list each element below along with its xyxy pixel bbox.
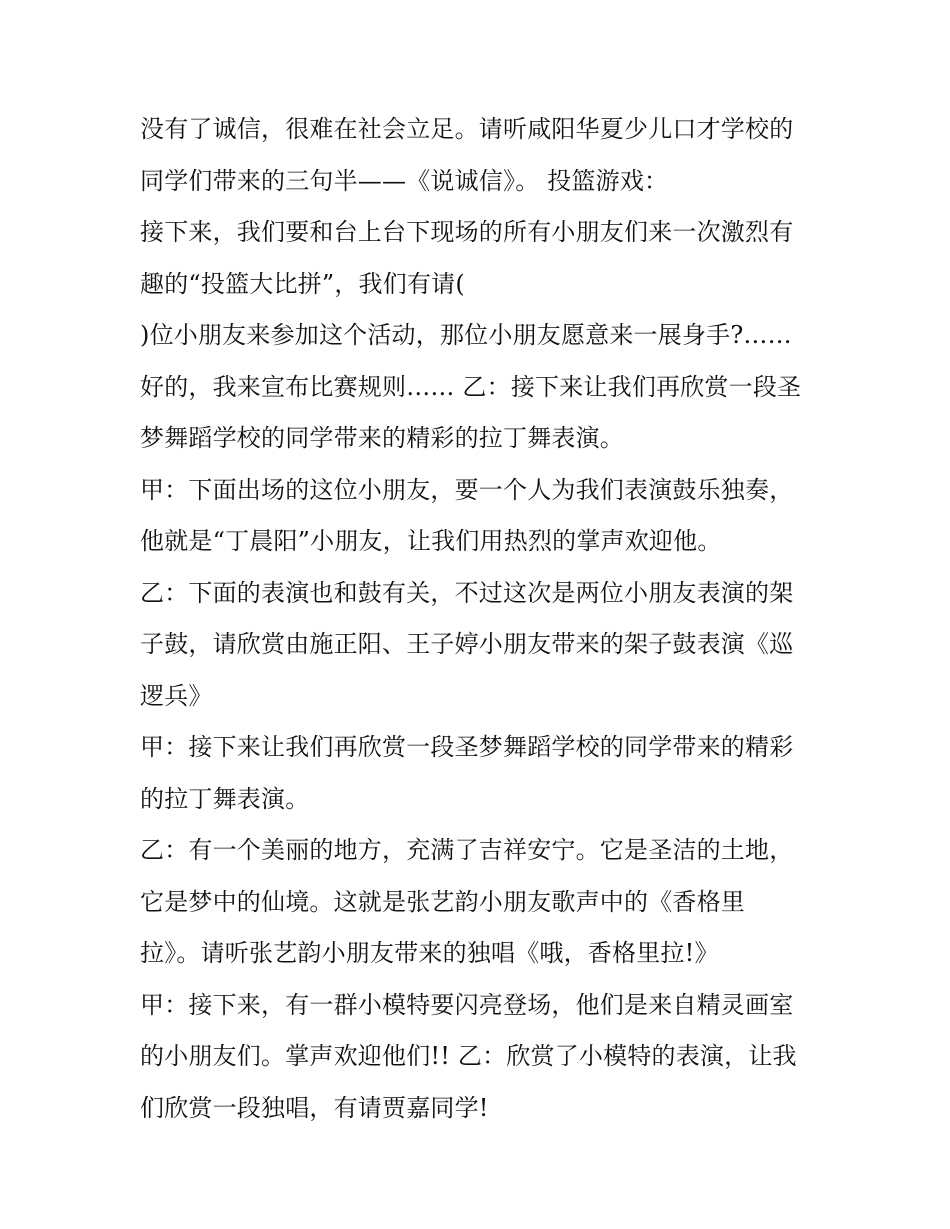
text-line: 的小朋友们。掌声欢迎他们!! 乙：欣赏了小模特的表演，让我 xyxy=(140,1042,797,1070)
text-line: 没有了诚信，很难在社会立足。请听咸阳华夏少儿口才学校的 xyxy=(140,115,794,143)
text-line: 他就是“丁晨阳”小朋友，让我们用热烈的掌声欢迎他。 xyxy=(140,527,722,555)
text-line: 乙：有一个美丽的地方，充满了吉祥安宁。它是圣洁的土地， xyxy=(140,836,794,864)
document-body xyxy=(140,104,820,1134)
text-line: 拉》。请听张艺韵小朋友带来的独唱《哦，香格里拉!》 xyxy=(140,939,719,967)
text-line: 它是梦中的仙境。这就是张艺韵小朋友歌声中的《香格里 xyxy=(140,887,745,916)
text-line: 甲：下面出场的这位小朋友，要一个人为我们表演鼓乐独奏， xyxy=(140,475,794,504)
text-line: 梦舞蹈学校的同学带来的精彩的拉丁舞表演。 xyxy=(140,424,624,452)
text-line: 子鼓，请欣赏由施正阳、王子婷小朋友带来的架子鼓表演《巡 xyxy=(140,630,794,658)
text-line: 同学们带来的三句半——《说诚信》。 投篮游戏： xyxy=(140,166,669,195)
text-line: 接下来，我们要和台上台下现场的所有小朋友们来一次激烈有 xyxy=(140,218,794,246)
text-line: 甲：接下来，有一群小模特要闪亮登场，他们是来自精灵画室 xyxy=(140,990,794,1019)
text-line: 好的，我来宣布比赛规则…… 乙：接下来让我们再欣赏一段圣 xyxy=(140,372,802,401)
text-line: 们欣赏一段独唱，有请贾嘉同学! xyxy=(140,1093,489,1122)
text-line: 甲：接下来让我们再欣赏一段圣梦舞蹈学校的同学带来的精彩 xyxy=(140,733,794,761)
text-line: 乙：下面的表演也和鼓有关，不过这次是两位小朋友表演的架 xyxy=(140,578,794,607)
text-line: )位小朋友来参加这个活动，那位小朋友愿意来一展身手?…… xyxy=(140,321,792,349)
text-line: 逻兵》 xyxy=(140,681,213,710)
text-line: 的拉丁舞表演。 xyxy=(140,784,310,813)
text-line: 趣的“投篮大比拼”，我们有请( xyxy=(140,269,465,298)
